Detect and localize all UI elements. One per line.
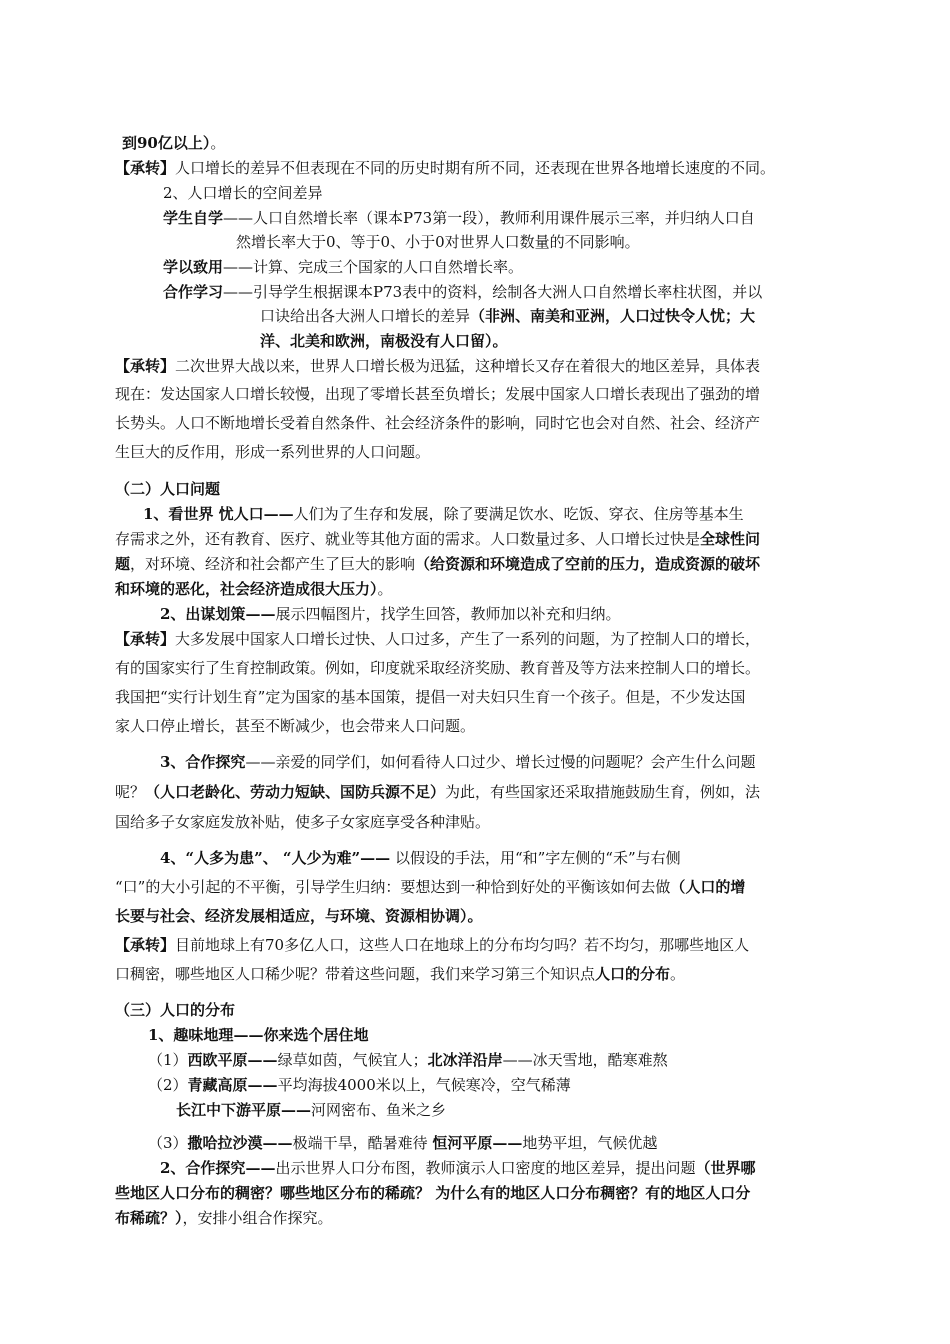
body-text: 呢？: [115, 783, 146, 801]
body-text: ——亲爱的同学们，如何看待人口过少、增长过慢的问题呢？会产生什么问题: [245, 753, 756, 771]
body-text: 人口增长的差异不但表现在不同的历史时期有所不同，还表现在世界各地增长速度的不同。: [175, 159, 776, 177]
bold-text: 撒哈拉沙漠——: [187, 1134, 293, 1152]
text-line: [115, 935, 749, 955]
body-text: ，对环境、经济和社会都产生了巨大的影响: [130, 555, 416, 573]
body-text: 人们为了生存和发展，除了要满足饮水、吃饭、穿衣、住房等基本生: [293, 505, 744, 523]
text-line: [115, 479, 220, 499]
bold-text: 长江中下游平原——: [176, 1101, 312, 1119]
bold-text: 学生自学: [163, 209, 224, 227]
body-text: ，安排小组合作探究。: [182, 1209, 333, 1227]
text-line: [160, 752, 755, 772]
bold-text: 长要与社会、经济发展相适应，与环境、资源相协调）。: [115, 907, 483, 925]
body-text: 。: [377, 580, 393, 598]
text-line: [160, 848, 681, 868]
body-text: （3）: [148, 1134, 188, 1152]
bold-text: 布稀疏？）: [115, 1209, 183, 1227]
text-line: [115, 687, 745, 707]
text-line: [148, 1050, 668, 1070]
bold-text: 青藏高原——: [187, 1076, 278, 1094]
body-text: “口”的大小引起的不平衡，引导学生归纳：要想达到一种恰到好处的平衡该如何去做: [115, 878, 671, 896]
bold-text: 全球性问: [700, 530, 761, 548]
text-line: [236, 232, 640, 252]
body-text: 国给多子女家庭发放补贴，使多子女家庭享受各种津贴。: [115, 813, 491, 831]
bold-text: 西欧平原——: [187, 1051, 278, 1069]
bold-text: （给资源和环境造成了空前的压力，造成资源的破坏: [415, 555, 761, 573]
body-text: 然增长率大于0、等于0、小于0对世界人口数量的不同影响。: [236, 233, 640, 251]
text-line: [115, 964, 685, 984]
text-line: [115, 782, 760, 802]
text-line: [115, 413, 760, 433]
bold-text: （三）人口的分布: [115, 1001, 236, 1019]
text-line: [260, 331, 508, 351]
text-line: [122, 133, 225, 153]
text-line: [115, 158, 775, 178]
bold-text: 和环境的恶化，社会经济造成很大压力）: [115, 580, 378, 598]
body-text: 我国把“实行计划生育”定为国家的基本国策，提倡一对夫妇只生育一个孩子。但是，不少发达国: [115, 688, 746, 706]
bold-text: 【承转】: [115, 936, 176, 954]
body-text: 口诀给出各大洲人口增长的差异: [260, 307, 471, 325]
body-text: （2）: [148, 1076, 188, 1094]
body-text: ——人口自然增长率（课本P73第一段），教师利用课件展示三率，并归纳人口自: [223, 209, 755, 227]
bold-text: 题: [115, 555, 131, 573]
text-line: [160, 604, 620, 624]
bold-text: 【承转】: [115, 630, 176, 648]
body-text: 极端干旱，酷暑难待: [292, 1134, 433, 1152]
bold-text: 到90亿以上）: [122, 134, 211, 152]
text-line: [115, 1000, 235, 1020]
text-line: [115, 658, 760, 678]
bold-text: （非洲、南美和亚洲，人口过快令人忧；大: [470, 307, 756, 325]
text-line: [115, 579, 393, 599]
text-line: [176, 1100, 446, 1120]
bold-text: 些地区人口分布的稠密？哪些地区分布的稀疏？ 为什么有的地区人口分布稠密？有的地区人口分: [115, 1184, 751, 1202]
text-line: [115, 1183, 750, 1203]
body-text: 展示四幅图片，找学生回答，教师加以补充和归纳。: [275, 605, 621, 623]
bold-text: 【承转】: [115, 159, 176, 177]
bold-text: 合作学习: [163, 283, 224, 301]
text-line: [115, 384, 760, 404]
text-line: [115, 1208, 333, 1228]
body-text: ——引导学生根据课本P73表中的资料，绘制各大洲人口自然增长率柱状图，并以: [223, 283, 763, 301]
body-text: 有的国家实行了生育控制政策。例如，印度就采取经济奖励、教育普及等方法来控制人口的增长。: [115, 659, 761, 677]
body-text: 现在：发达国家人口增长较慢，出现了零增长甚至负增长；发展中国家人口增长表现出了强劲的增: [115, 385, 761, 403]
body-text: （1）: [148, 1051, 188, 1069]
body-text: ——冰天雪地，酷寒难熬: [502, 1051, 668, 1069]
body-text: 大多发展中国家人口增长过快、人口过多，产生了一系列的问题，为了控制人口的增长，: [175, 630, 761, 648]
body-text: 目前地球上有70多亿人口，这些人口在地球上的分布均匀吗？若不均匀，那哪些地区人: [175, 936, 750, 954]
body-text: 为此，有些国家还采取措施鼓励生育，例如，法: [445, 783, 761, 801]
text-line: [115, 554, 760, 574]
text-line: [115, 906, 483, 926]
bold-text: 洋、北美和欧洲，南极没有人口留）。: [260, 332, 508, 350]
text-line: [163, 183, 323, 203]
body-text: 。: [670, 965, 686, 983]
body-text: 2、人口增长的空间差异: [163, 184, 323, 202]
text-line: [163, 282, 762, 302]
bold-text: 学以致用: [163, 258, 224, 276]
text-line: [115, 812, 490, 832]
body-text: 口稠密，哪些地区人口稀少呢？带着这些问题，我们来学习第三个知识点: [115, 965, 596, 983]
bold-text: 1、看世界 忧人口——: [143, 505, 294, 523]
body-text: 二次世界大战以来，世界人口增长极为迅猛，这种增长又存在着很大的地区差异，具体表: [175, 357, 761, 375]
text-line: [163, 257, 523, 277]
bold-text: 2、合作探究——: [160, 1159, 276, 1177]
bold-text: 1、趣味地理——你来选个居住地: [148, 1026, 369, 1044]
body-text: ——计算、完成三个国家的人口自然增长率。: [223, 258, 524, 276]
body-text: 存需求之外，还有教育、医疗、就业等其他方面的需求。人口数量过多、人口增长过快是: [115, 530, 701, 548]
bold-text: 2、出谋划策——: [160, 605, 276, 623]
bold-text: 人口的分布: [595, 965, 671, 983]
text-line: [163, 208, 755, 228]
body-text: 出示世界人口分布图，教师演示人口密度的地区差异，提出问题: [275, 1159, 696, 1177]
bold-text: （人口老龄化、劳动力短缺、国防兵源不足）: [145, 783, 446, 801]
bold-text: （人口的增: [670, 878, 746, 896]
body-text: 。: [210, 134, 226, 152]
body-text: 平均海拔4000米以上，气候寒冷，空气稀薄: [277, 1076, 571, 1094]
bold-text: 北冰洋沿岸: [427, 1051, 503, 1069]
text-line: [115, 356, 760, 376]
bold-text: （世界哪: [695, 1159, 756, 1177]
text-line: [148, 1025, 368, 1045]
bold-text: 恒河平原——: [432, 1134, 523, 1152]
text-line: [160, 1158, 755, 1178]
body-text: 绿草如茵，气候宜人；: [277, 1051, 428, 1069]
text-line: [148, 1075, 571, 1095]
text-line: [143, 504, 744, 524]
body-text: 家人口停止增长，甚至不断减少，也会带来人口问题。: [115, 717, 476, 735]
text-line: [115, 877, 745, 897]
bold-text: 【承转】: [115, 357, 176, 375]
text-line: [115, 629, 760, 649]
bold-text: 4、“人多为患”、 “人少为难”——: [160, 849, 391, 867]
body-text: 以假设的手法，用“和”字左侧的“禾”与右侧: [390, 849, 681, 867]
text-line: [115, 442, 430, 462]
body-text: 河网密布、鱼米之乡: [311, 1101, 447, 1119]
body-text: 生巨大的反作用，形成一系列世界的人口问题。: [115, 443, 431, 461]
bold-text: （二）人口问题: [115, 480, 221, 498]
bold-text: 3、合作探究: [160, 753, 246, 771]
text-line: [260, 306, 755, 326]
body-text: 地势平坦，气候优越: [522, 1134, 658, 1152]
text-line: [115, 529, 760, 549]
text-line: [148, 1133, 657, 1153]
text-line: [115, 716, 475, 736]
body-text: 长势头。人口不断地增长受着自然条件、社会经济条件的影响，同时它也会对自然、社会、经济产: [115, 414, 761, 432]
